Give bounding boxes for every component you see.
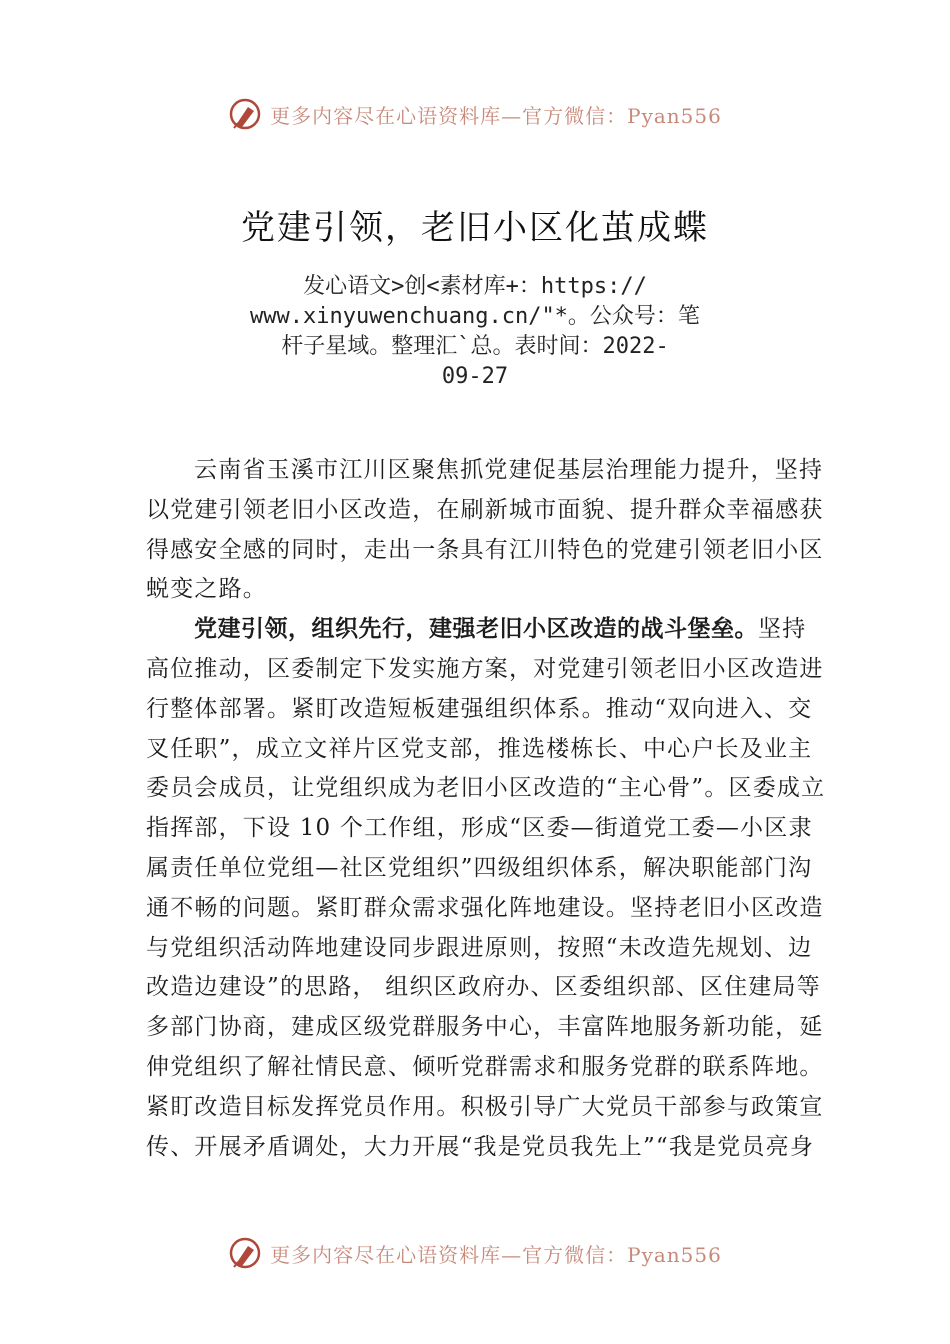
document-body: [146, 451, 826, 1167]
section-heading: 党建引领，组织先行，建强老旧小区改造的战斗堡垒。: [194, 616, 758, 643]
paragraph-intro: 云南省玉溪市江川区聚焦抓党建促基层治理能力提升，坚持以党建引领老旧小区改造，在刷新城市面貌、提升群众幸福感获得感安全感的同时，走出一条具有江川特色的党建引领老旧小区蜕变之路。: [146, 457, 824, 603]
meta-line: 杆子星域。整理汇`总。表时间：2022-: [281, 334, 669, 359]
footer-banner: [0, 1233, 950, 1273]
section-body: 坚持高位推动，区委制定下发实施方案，对党建引领老旧小区改造进行整体部署。紧盯改造短板建强组织体系。推动“双向进入、交叉任职”，成立文祥片区党支部，推选楼栋长、中心户长及业主委员会成员，让党组织成为老旧小区改造的“主心骨”。区委成立指挥部，下设 10 个工作组，形成“区委—街道党工委—小区隶属责任单位党组—社区党组织”四级组织体系，解决职能部门沟通不畅的问题。紧盯群众需求强化阵地建设。坚持老旧小区改造与党组织活动阵地建设同步跟进原则，按照“未改造先规划、边改造边建设”的思路， 组织区政府办、区委组织部、区住建局等多部门协商，建成区级党群服务中心，丰富阵地服务新功能，延伸党组织了解社情民意、倾听党群需求和服务党群的联系阵地。紧盯改造目标发挥党员作用。积极引导广大党员干部参与政策宣传、开展矛盾调处，大力开展“我是党员我先上”“我是党员亮身: [146, 616, 826, 1160]
document-meta: [230, 272, 720, 392]
meta-line: www.xinyuwenchuang.cn/"*。公众号：笔: [250, 304, 700, 329]
header-banner-text: 更多内容尽在心语资料库—官方微信：Pyan556: [270, 103, 722, 128]
pen-nib-logo-icon: [228, 1236, 262, 1270]
pen-nib-logo-icon: [228, 97, 262, 131]
document-title: 党建引领，老旧小区化茧成蝶: [241, 208, 709, 248]
header-banner: [0, 94, 950, 134]
footer-banner-text: 更多内容尽在心语资料库—官方微信：Pyan556: [270, 1242, 722, 1267]
paragraph-section-1: [146, 610, 826, 1167]
meta-line: 09-27: [441, 364, 509, 389]
meta-line: 发心语文>创<素材库+：https://: [303, 274, 647, 299]
